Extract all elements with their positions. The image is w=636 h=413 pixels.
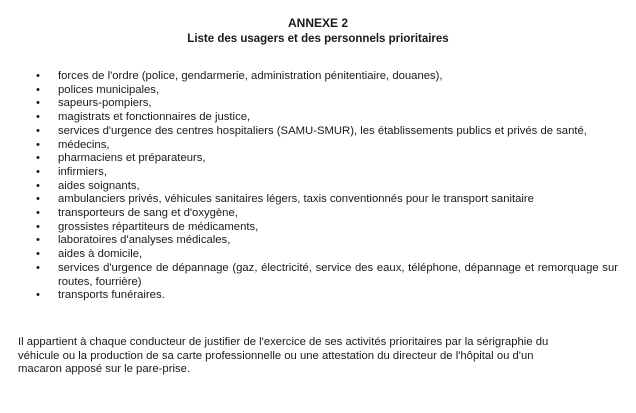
closing-paragraph: [18, 336, 618, 377]
list-item: [36, 262, 618, 289]
paragraph-line: Il appartient à chaque conducteur de justifier de l'exercice de ses activités prioritaires par la sérigraphie du: [18, 336, 549, 348]
bullet-icon: •: [36, 97, 40, 110]
bullet-icon: •: [36, 152, 40, 165]
list-item-text: grossistes répartiteurs de médicaments,: [58, 220, 259, 233]
annex-title: ANNEXE 2: [287, 16, 349, 30]
list-item-text: ambulanciers privés, véhicules sanitaires légers, taxis conventionnés pour le transport sanitaire: [58, 193, 534, 206]
paragraph-line: véhicule ou la production de sa carte professionnelle ou une attestation du directeur de l'hôpital ou d'un: [18, 349, 534, 362]
bullet-icon: •: [36, 207, 40, 220]
list-item: [36, 221, 618, 235]
list-item: [36, 125, 618, 139]
list-item-text: services d'urgence de dépannage (gaz, électricité, service des eaux, téléphone, dépannage et remorquage sur routes, fourrière): [58, 261, 618, 288]
priority-users-list: [36, 70, 618, 303]
bullet-icon: •: [36, 165, 40, 178]
list-item: [36, 97, 618, 111]
annex-subtitle: Liste des usagers et des personnels prioritaires: [187, 33, 449, 45]
bullet-icon: •: [36, 261, 40, 274]
list-item-text: forces de l'ordre (police, gendarmerie, administration pénitentiaire, douanes),: [58, 70, 443, 82]
list-item: [36, 180, 618, 194]
list-item-text: polices municipales,: [58, 83, 160, 96]
list-item: [36, 234, 618, 248]
list-item-text: aides soignants,: [58, 179, 140, 192]
list-item: [36, 248, 618, 262]
list-item: [36, 111, 618, 125]
list-item-text: infirmiers,: [58, 165, 107, 178]
list-item-text: services d'urgence des centres hospitaliers (SAMU-SMUR), les établissements publics et privés de santé,: [58, 124, 587, 137]
list-item-text: laboratoires d'analyses médicales,: [58, 234, 231, 247]
bullet-icon: •: [36, 138, 40, 151]
list-item-text: sapeurs-pompiers,: [58, 97, 152, 110]
list-item: [36, 84, 618, 98]
bullet-icon: •: [36, 220, 40, 233]
bullet-icon: •: [36, 70, 40, 82]
list-item: [36, 70, 618, 84]
list-item-text: transporteurs de sang et d'oxygène,: [58, 207, 238, 220]
list-item-text: aides à domicile,: [58, 248, 143, 261]
list-item: [36, 207, 618, 221]
list-item: [36, 166, 618, 180]
list-item-text: médecins,: [58, 138, 110, 151]
bullet-icon: •: [36, 289, 40, 302]
list-item-text: pharmaciens et préparateurs,: [58, 152, 206, 165]
list-item: [36, 139, 618, 153]
list-item-text: magistrats et fonctionnaires de justice,: [58, 111, 251, 124]
bullet-icon: •: [36, 124, 40, 137]
bullet-icon: •: [36, 179, 40, 192]
list-item: [36, 152, 618, 166]
bullet-icon: •: [36, 234, 40, 247]
list-item: [36, 289, 618, 303]
list-item-text: transports funéraires.: [58, 289, 165, 302]
paragraph-line: macaron apposé sur le pare-prise.: [18, 363, 191, 376]
bullet-icon: •: [36, 111, 40, 124]
bullet-icon: •: [36, 193, 40, 206]
bullet-icon: •: [36, 83, 40, 96]
bullet-icon: •: [36, 248, 40, 261]
list-item: [36, 193, 618, 207]
